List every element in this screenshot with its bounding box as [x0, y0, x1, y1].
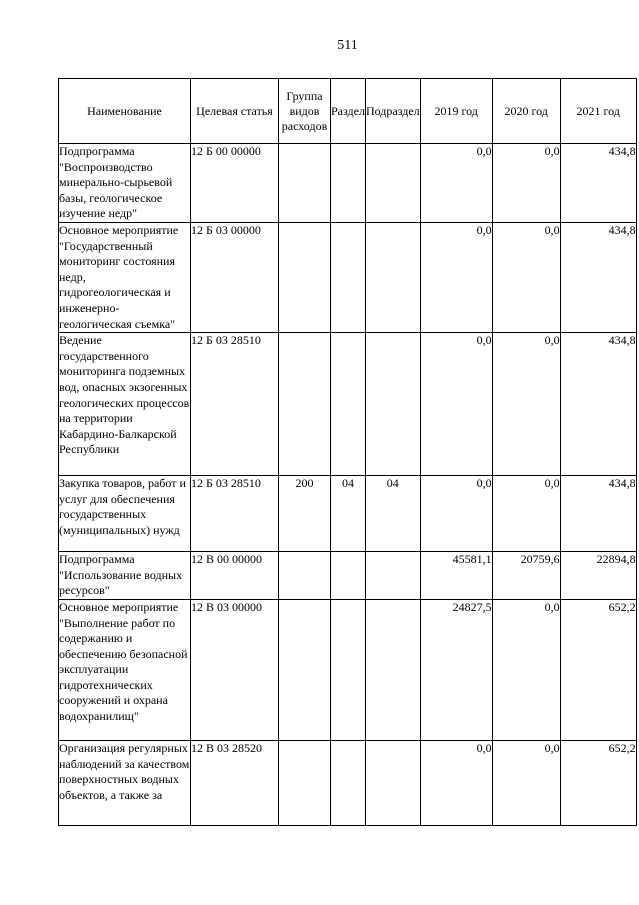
- cell-2019: 0,0: [420, 222, 492, 332]
- cell-subsection: [365, 599, 420, 740]
- cell-2020: 0,0: [492, 599, 560, 740]
- cell-2020: 0,0: [492, 144, 560, 223]
- cell-subsection: [365, 740, 420, 825]
- cell-expense-group: [279, 144, 331, 223]
- cell-2021: 434,8: [560, 476, 636, 552]
- cell-2021: 434,8: [560, 333, 636, 476]
- cell-2020: 0,0: [492, 740, 560, 825]
- cell-section: [331, 333, 366, 476]
- cell-section: [331, 222, 366, 332]
- cell-section: [331, 144, 366, 223]
- header-expense-group: Группа видов расходов: [279, 79, 331, 144]
- cell-expense-group: [279, 222, 331, 332]
- header-2021: 2021 год: [560, 79, 636, 144]
- cell-name: Ведение государственного мониторинга подземных вод, опасных экзогенных геологических процессов на территории Кабардино-Балкарской Республики: [59, 333, 191, 476]
- cell-2019: 0,0: [420, 740, 492, 825]
- header-target-article: Целевая статья: [191, 79, 279, 144]
- cell-section: [331, 552, 366, 600]
- cell-2020: 20759,6: [492, 552, 560, 600]
- cell-target-article: 12 Б 03 28510: [191, 476, 279, 552]
- cell-expense-group: [279, 333, 331, 476]
- cell-subsection: [365, 144, 420, 223]
- cell-subsection: 04: [365, 476, 420, 552]
- cell-2020: 0,0: [492, 476, 560, 552]
- page-number: 511: [337, 38, 358, 53]
- cell-expense-group: 200: [279, 476, 331, 552]
- cell-section: 04: [331, 476, 366, 552]
- table-row: [59, 552, 637, 600]
- table-row: [59, 222, 637, 332]
- table-row: [59, 599, 637, 740]
- cell-name: Основное мероприятие "Государственный мониторинг состояния недр, гидрогеологическая и инженерно-геологическая съемка": [59, 222, 191, 332]
- header-2019: 2019 год: [420, 79, 492, 144]
- cell-2019: 45581,1: [420, 552, 492, 600]
- cell-2021: 434,8: [560, 222, 636, 332]
- cell-2021: 652,2: [560, 599, 636, 740]
- cell-2020: 0,0: [492, 333, 560, 476]
- cell-expense-group: [279, 740, 331, 825]
- header-name: Наименование: [59, 79, 191, 144]
- cell-name: Подпрограмма "Воспроизводство минерально-сырьевой базы, геологическое изучение недр": [59, 144, 191, 223]
- cell-expense-group: [279, 599, 331, 740]
- cell-2021: 652,2: [560, 740, 636, 825]
- table-row: [59, 740, 637, 825]
- cell-2019: 0,0: [420, 476, 492, 552]
- cell-target-article: 12 В 03 00000: [191, 599, 279, 740]
- cell-target-article: 12 В 00 00000: [191, 552, 279, 600]
- table-row: [59, 144, 637, 223]
- table-header-row: [59, 79, 637, 144]
- cell-2019: 0,0: [420, 144, 492, 223]
- cell-2021: 434,8: [560, 144, 636, 223]
- budget-table: [58, 78, 637, 826]
- cell-target-article: 12 Б 00 00000: [191, 144, 279, 223]
- cell-target-article: 12 В 03 28520: [191, 740, 279, 825]
- cell-subsection: [365, 222, 420, 332]
- cell-subsection: [365, 333, 420, 476]
- cell-name: Подпрограмма "Использование водных ресурсов": [59, 552, 191, 600]
- cell-target-article: 12 Б 03 28510: [191, 333, 279, 476]
- table-row: [59, 476, 637, 552]
- cell-expense-group: [279, 552, 331, 600]
- cell-name: Основное мероприятие "Выполнение работ по содержанию и обеспечению безопасной эксплуатации гидротехнических сооружений и охрана водохранилищ": [59, 599, 191, 740]
- header-2020: 2020 год: [492, 79, 560, 144]
- cell-section: [331, 599, 366, 740]
- cell-2019: 24827,5: [420, 599, 492, 740]
- cell-name: Организация регулярных наблюдений за качеством поверхностных водных объектов, а также за: [59, 740, 191, 825]
- header-subsection: Подраздел: [365, 79, 420, 144]
- cell-section: [331, 740, 366, 825]
- cell-name: Закупка товаров, работ и услуг для обеспечения государственных (муниципальных) нужд: [59, 476, 191, 552]
- cell-subsection: [365, 552, 420, 600]
- cell-2021: 22894,8: [560, 552, 636, 600]
- header-section: Раздел: [331, 79, 366, 144]
- cell-2020: 0,0: [492, 222, 560, 332]
- cell-2019: 0,0: [420, 333, 492, 476]
- table-row: [59, 333, 637, 476]
- cell-target-article: 12 Б 03 00000: [191, 222, 279, 332]
